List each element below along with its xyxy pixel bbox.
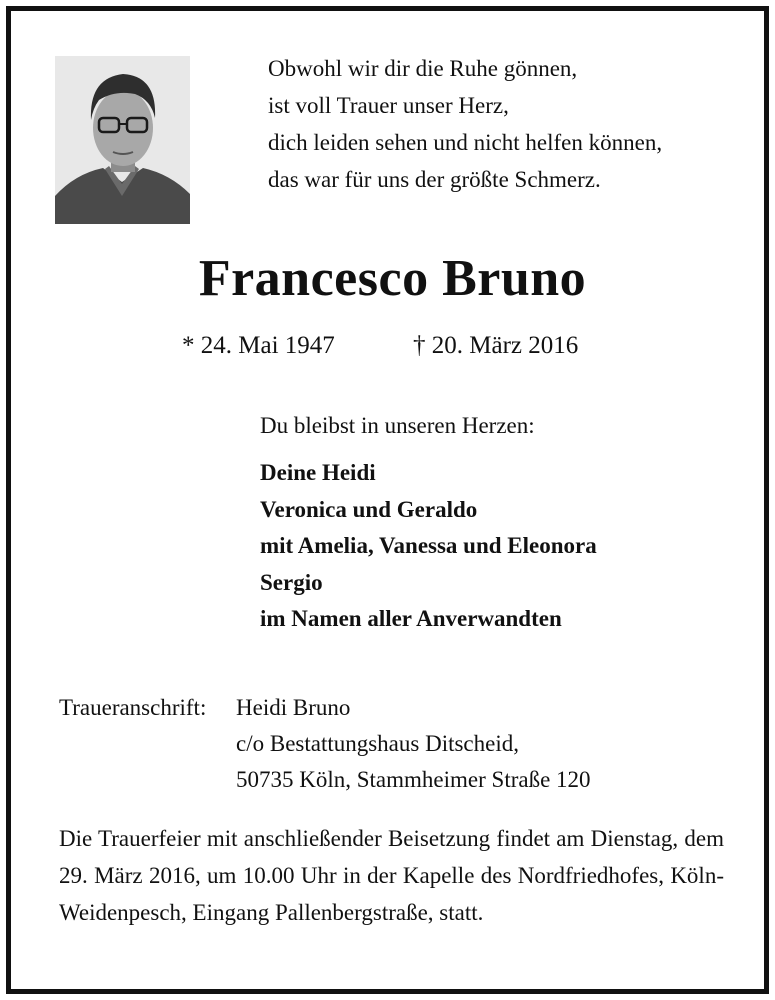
poem-line: das war für uns der größte Schmerz.	[268, 167, 601, 192]
mourner-name: Veronica und Geraldo	[260, 496, 478, 522]
mourning-address	[59, 690, 591, 798]
mourners-intro: Du bleibst in unseren Herzen:	[260, 413, 535, 438]
poem-line: ist voll Trauer unser Herz,	[268, 93, 509, 118]
obituary-notice	[6, 6, 769, 994]
address-line: 50735 Köln, Stammheimer Straße 120	[236, 767, 591, 792]
deceased-name: Francesco Bruno	[198, 250, 587, 307]
portrait-photo	[55, 56, 190, 224]
death-date: † 20. März 2016	[413, 332, 579, 359]
mourners-list	[260, 455, 597, 638]
address-line: Heidi Bruno	[236, 695, 351, 720]
poem-line: dich leiden sehen und nicht helfen können,	[268, 130, 663, 155]
birth-date: * 24. Mai 1947	[182, 332, 335, 359]
mourner-name: im Namen aller Anverwandten	[260, 606, 562, 631]
address-label: Traueranschrift:	[59, 695, 207, 720]
mourner-name: Sergio	[260, 569, 323, 595]
memorial-poem	[268, 50, 748, 198]
mourner-name: Deine Heidi	[260, 460, 376, 485]
poem-line: Obwohl wir dir die Ruhe gönnen,	[268, 56, 578, 81]
address-line: c/o Bestattungshaus Ditscheid,	[236, 731, 519, 756]
ceremony-notice: Die Trauerfeier mit anschließender Beisetzung findet am Dienstag, dem 29. März 2016, um 10.00 Uhr in der Kapelle des Nordfriedhofes, Köln-Weidenpesch, Eingang Pallenbergstraße, statt.	[59, 826, 724, 925]
mourner-name: mit Amelia, Vanessa und Eleonora	[260, 533, 597, 558]
